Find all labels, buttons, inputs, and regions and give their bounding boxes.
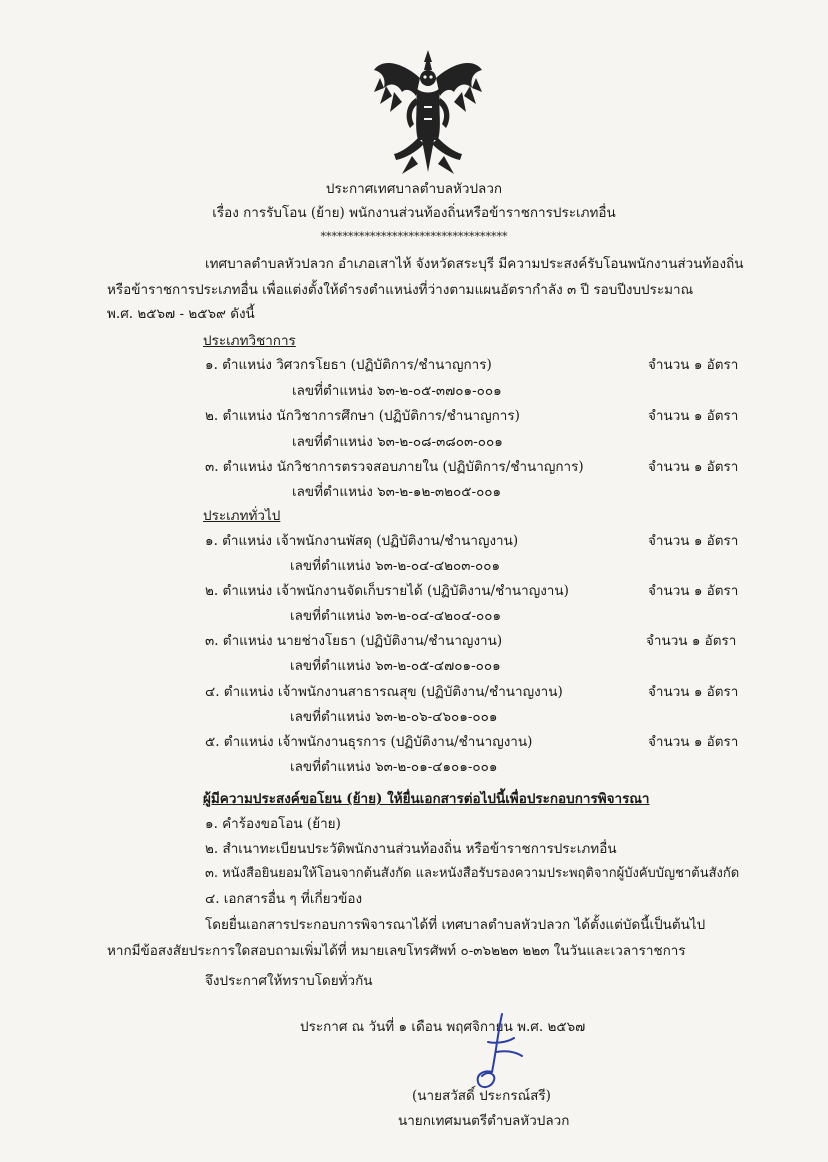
academic-position-count: จำนวน ๑ อัตรา <box>648 459 739 475</box>
announcement-subject: เรื่อง การรับโอน (ย้าย) พนักงานส่วนท้องถิ่นหรือข้าราชการประเภทอื่น <box>212 205 616 221</box>
general-position-count: จำนวน ๑ อัตรา <box>646 633 737 649</box>
intro-line-3: พ.ศ. ๒๕๖๗ - ๒๕๖๙ ดังนี้ <box>107 306 255 322</box>
general-position-title: ๓. ตำแหน่ง นายช่างโยธา (ปฏิบัติงาน/ชำนาญงาน) <box>205 633 503 649</box>
academic-position-title: ๑. ตำแหน่ง วิศวกรโยธา (ปฏิบัติการ/ชำนาญการ) <box>205 357 492 373</box>
general-position-count: จำนวน ๑ อัตรา <box>648 533 739 549</box>
academic-position-number: เลขที่ตำแหน่ง ๖๓-๒-๐๕-๓๗๐๑-๐๐๑ <box>292 383 502 399</box>
intro-line-1: เทศบาลตำบลหัวปลวก อำเภอเสาไห้ จังหวัดสระบุรี มีความประสงค์รับโอนพนักงานส่วนท้องถิ่น <box>205 256 744 272</box>
document-item: ๑. คำร้องขอโอน (ย้าย) <box>205 816 341 832</box>
academic-position-number: เลขที่ตำแหน่ง ๖๓-๒-๑๒-๓๒๐๕-๐๐๑ <box>292 484 502 500</box>
general-position-number: เลขที่ตำแหน่ง ๖๓-๒-๐๔-๔๒๐๓-๐๐๑ <box>290 558 501 574</box>
academic-position-number: เลขที่ตำแหน่ง ๖๓-๒-๐๘-๓๘๐๓-๐๐๑ <box>292 434 503 450</box>
general-position-count: จำนวน ๑ อัตรา <box>648 734 739 750</box>
general-position-title: ๔. ตำแหน่ง เจ้าพนักงานสาธารณสุข (ปฏิบัติงาน/ชำนาญงาน) <box>205 684 563 700</box>
document-item: ๔. เอกสารอื่น ๆ ที่เกี่ยวข้อง <box>205 891 363 907</box>
announcement-date: ประกาศ ณ วันที่ ๑ เดือน พฤศจิกายน พ.ศ. ๒๕๖๗ <box>300 1019 586 1035</box>
closing-line-1: โดยยื่นเอกสารประกอบการพิจารณาได้ที่ เทศบาลตำบลหัวปลวก ได้ตั้งแต่บัดนี้เป็นต้นไป <box>205 917 706 933</box>
general-position-number: เลขที่ตำแหน่ง ๖๓-๒-๐๔-๔๒๐๔-๐๐๑ <box>290 608 502 624</box>
general-position-number: เลขที่ตำแหน่ง ๖๓-๒-๐๖-๔๖๐๑-๐๐๑ <box>290 709 498 725</box>
closing-line-3: จึงประกาศให้ทราบโดยทั่วกัน <box>205 973 373 989</box>
academic-position-count: จำนวน ๑ อัตรา <box>648 357 739 373</box>
announcement-title: ประกาศเทศบาลตำบลหัวปลวก <box>325 181 503 197</box>
general-position-title: ๑. ตำแหน่ง เจ้าพนักงานพัสดุ (ปฏิบัติงาน/ชำนาญงาน) <box>205 533 519 549</box>
general-position-count: จำนวน ๑ อัตรา <box>648 684 739 700</box>
document-item: ๓. หนังสือยินยอมให้โอนจากต้นสังกัด และหนังสือรับรองความประพฤติจากผู้บังคับบัญชาต้นสังกัด <box>205 866 740 881</box>
academic-position-title: ๓. ตำแหน่ง นักวิชาการตรวจสอบภายใน (ปฏิบัติการ/ชำนาญการ) <box>205 459 584 475</box>
document-item: ๒. สำเนาทะเบียนประวัติพนักงานส่วนท้องถิ่น หรือข้าราชการประเภทอื่น <box>205 841 617 857</box>
general-position-title: ๕. ตำแหน่ง เจ้าพนักงานธุรการ (ปฏิบัติงาน/ชำนาญงาน) <box>205 734 533 750</box>
general-position-count: จำนวน ๑ อัตรา <box>648 583 739 599</box>
signature-icon <box>462 1012 532 1092</box>
general-position-number: เลขที่ตำแหน่ง ๖๓-๒-๐๑-๔๑๐๑-๐๐๑ <box>290 759 498 775</box>
academic-heading: ประเภทวิชาการ <box>203 333 296 349</box>
intro-line-2: หรือข้าราชการประเภทอื่น เพื่อแต่งตั้งให้ดำรงตำแหน่งที่ว่างตามแผนอัตรากำลัง ๓ ปี รอบปีงบประมาณ <box>107 282 694 298</box>
academic-position-title: ๒. ตำแหน่ง นักวิชาการศึกษา (ปฏิบัติการ/ชำนาญการ) <box>205 408 520 424</box>
separator-stars: ********************************** <box>320 230 508 243</box>
academic-position-count: จำนวน ๑ อัตรา <box>648 408 739 424</box>
garuda-emblem-icon <box>372 48 484 176</box>
general-heading: ประเภททั่วไป <box>203 508 281 524</box>
general-position-number: เลขที่ตำแหน่ง ๖๓-๒-๐๕-๔๗๐๑-๐๐๑ <box>290 658 501 674</box>
general-position-title: ๒. ตำแหน่ง เจ้าพนักงานจัดเก็บรายได้ (ปฏิบัติงาน/ชำนาญงาน) <box>205 583 569 599</box>
documents-heading: ผู้มีความประสงค์ขอโยน (ย้าย) ให้ยื่นเอกสารต่อไปนี้เพื่อประกอบการพิจารณา <box>203 791 650 807</box>
signatory-position: นายกเทศมนตรีตำบลหัวปลวก <box>398 1113 570 1129</box>
signatory-name: (นายสวัสดิ์ ประกรณ์สรี) <box>412 1088 551 1104</box>
closing-line-2: หากมีข้อสงสัยประการใดสอบถามเพิ่มได้ที่ หมายเลขโทรศัพท์ ๐-๓๖๒๒๓ ๒๒๓ ในวันและเวลาราชการ <box>107 943 686 959</box>
